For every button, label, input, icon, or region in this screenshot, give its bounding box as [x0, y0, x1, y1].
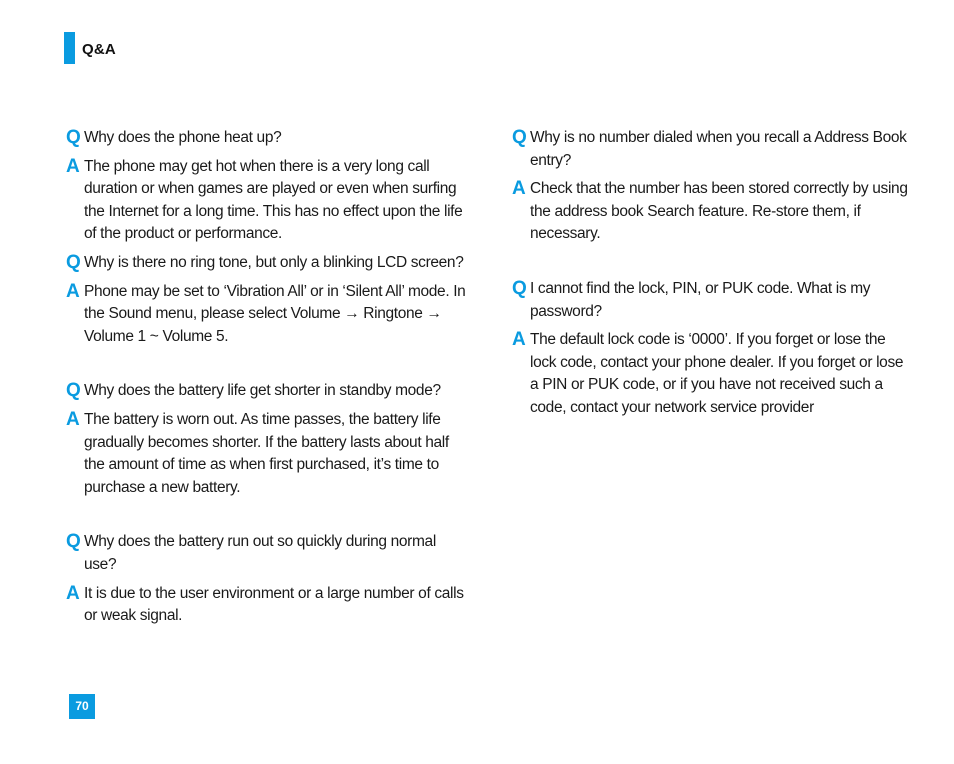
question-marker: Q	[512, 277, 527, 299]
section-title: Q&A	[82, 41, 116, 58]
question-marker: Q	[66, 380, 81, 402]
question	[66, 531, 466, 576]
answer-text: Check that the number has been stored correctly by using the address book Search feature. Re-store them, if necessary.	[530, 180, 908, 243]
answer	[512, 178, 912, 246]
answer-marker: A	[66, 582, 80, 604]
answer-marker: A	[66, 155, 80, 177]
qa-block	[66, 531, 466, 627]
qa-block	[66, 380, 466, 499]
answer-text: It is due to the user environment or a large number of calls or weak signal.	[84, 584, 464, 625]
question	[66, 127, 466, 150]
answer-text: The default lock code is ‘0000’. If you forget or lose the lock code, contact your phone dealer. If you forget or lose a PIN or PUK code, or if you have not received such a code, contact your network service provider	[530, 331, 904, 416]
answer	[512, 329, 912, 419]
question-marker: Q	[66, 531, 81, 553]
left-column	[66, 127, 466, 628]
question-text: Why is no number dialed when you recall a Address Book entry?	[530, 129, 907, 169]
question-marker: Q	[66, 127, 81, 148]
answer-text: Phone may be set to ‘Vibration All’ or in ‘Silent All’ mode. In the Sound menu, please select Volume → Ringtone → Volume 1 ~ Volume 5.	[84, 282, 466, 345]
qa-block	[66, 127, 466, 246]
question-text: Why does the phone heat up?	[84, 129, 282, 146]
question-text: I cannot find the lock, PIN, or PUK code. What is my password?	[530, 279, 871, 320]
question-text: Why does the battery life get shorter in standby mode?	[84, 382, 441, 400]
answer-marker: A	[512, 329, 526, 351]
question-marker: Q	[512, 127, 527, 148]
answer-text: The battery is worn out. As time passes, the battery life gradually becomes shorter. If the battery lasts about half the amount of time as when first purchased, it’s time to purchase a new battery.	[84, 410, 449, 496]
answer-marker: A	[66, 280, 80, 302]
qa-block	[512, 127, 912, 246]
answer	[66, 156, 466, 246]
question-marker: Q	[66, 251, 81, 273]
answer	[66, 281, 466, 349]
question	[512, 278, 912, 323]
qa-block	[512, 278, 912, 420]
question	[512, 127, 912, 172]
answer	[66, 409, 466, 499]
question	[66, 252, 466, 275]
question-text: Why does the battery run out so quickly during normal use?	[84, 533, 436, 573]
answer-text: The phone may get hot when there is a very long call duration or when games are played or even when surfing the Internet for a long time. This has no effect upon the life of the product or performance.	[84, 157, 463, 243]
answer-marker: A	[66, 408, 80, 430]
answer	[66, 583, 466, 628]
question-text: Why is there no ring tone, but only a blinking LCD screen?	[84, 253, 464, 271]
question	[66, 380, 466, 403]
answer-marker: A	[512, 178, 526, 200]
qa-block	[66, 252, 466, 348]
section-marker-bar	[64, 32, 75, 64]
right-column	[512, 127, 912, 420]
page-number: 70	[69, 694, 95, 719]
